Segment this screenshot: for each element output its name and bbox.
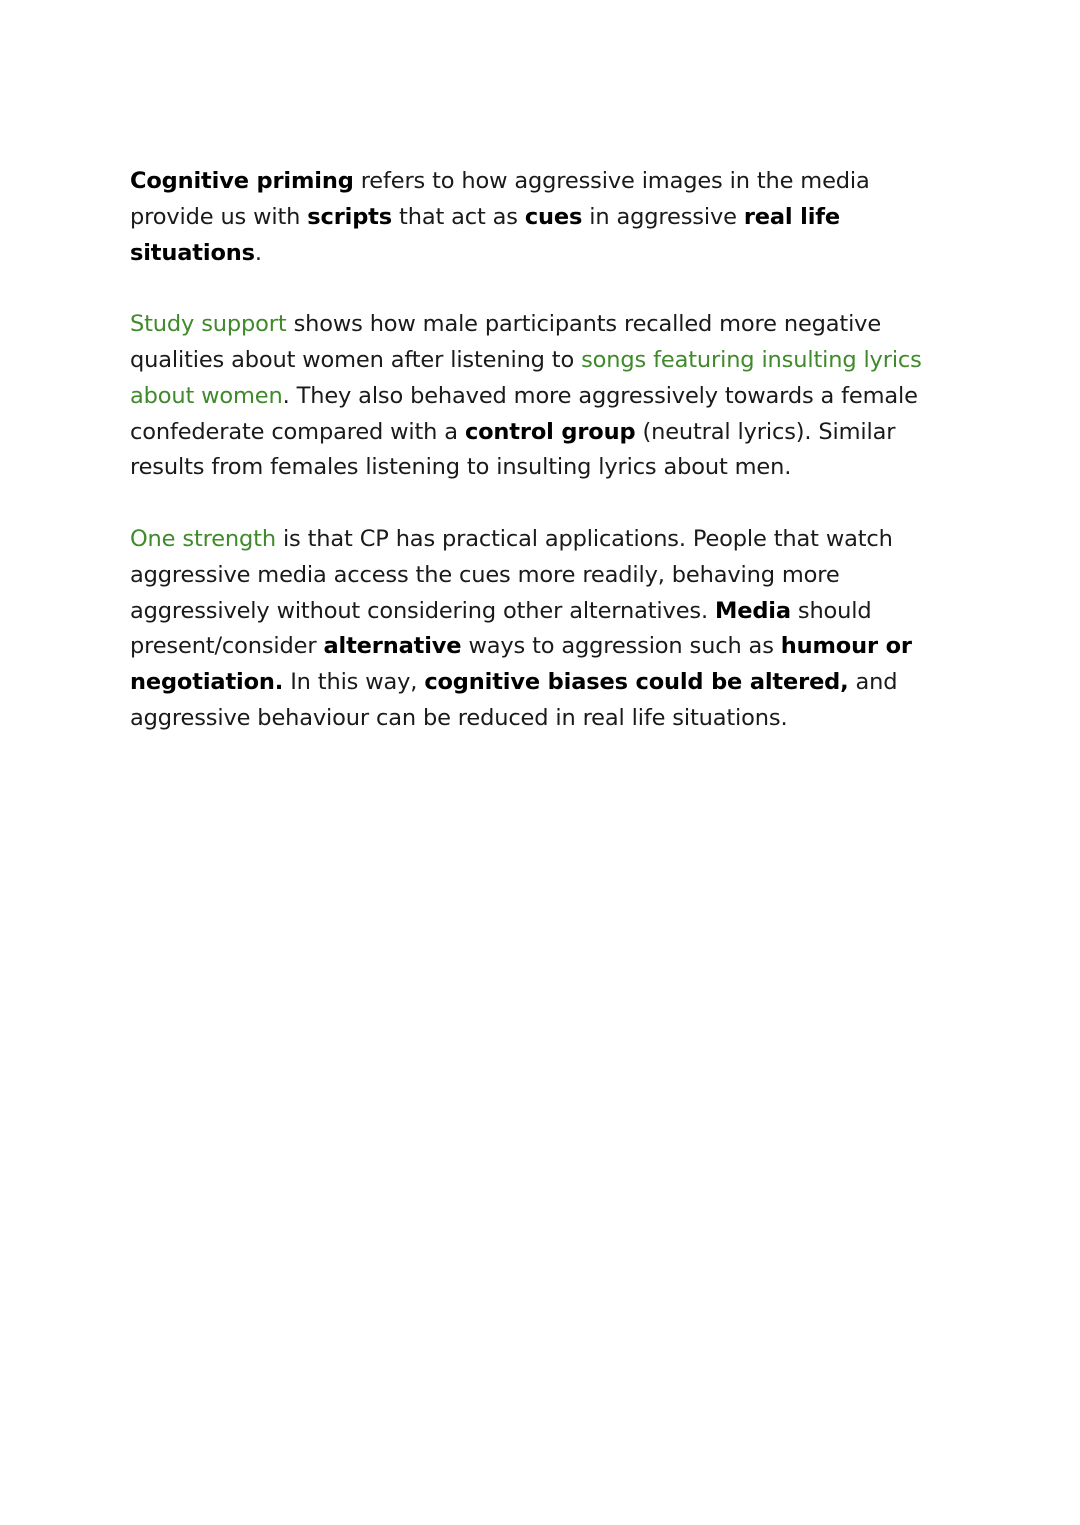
bold-term: cognitive biases could be altered,: [424, 669, 849, 696]
body-text: In this way,: [283, 669, 425, 696]
paragraph-one-strength: [130, 522, 960, 737]
body-text: and aggressive behaviour can be reduced in real life situations.: [130, 669, 898, 731]
body-text: is that CP has practical applications. People that watch aggressive media access the cues more readily, behaving more aggressively without considering other alternatives.: [130, 525, 893, 624]
green-highlight: Study support: [130, 311, 287, 338]
body-text: should present/consider: [130, 597, 872, 660]
bold-term: control group: [464, 418, 636, 445]
bold-term: Cognitive priming: [130, 168, 354, 194]
paragraph-study-support: [130, 307, 960, 486]
green-highlight: One strength: [130, 525, 276, 552]
body-text: .: [254, 239, 262, 266]
body-text: ways to aggression such as: [461, 633, 781, 660]
bold-term: real life situations: [130, 203, 841, 266]
body-text: in aggressive: [582, 203, 744, 230]
bold-term: alternative: [323, 633, 462, 660]
body-text: refers to how aggressive images in the media provide us with: [130, 168, 870, 230]
body-text: that act as: [392, 203, 525, 230]
bold-term: Media: [714, 597, 791, 624]
paragraph-cognitive-priming: [130, 164, 960, 271]
bold-term: cues: [524, 203, 583, 230]
bold-term: scripts: [307, 203, 393, 230]
body-text: . They also behaved more aggressively towards a female confederate compared with a: [130, 382, 918, 445]
bold-term: humour or negotiation.: [130, 633, 912, 696]
green-highlight: songs featuring insulting lyrics about women: [130, 346, 922, 409]
body-text: shows how male participants recalled more negative qualities about women after listening to: [130, 311, 882, 373]
document-body: [130, 164, 960, 773]
body-text: (neutral lyrics). Similar results from females listening to insulting lyrics about men.: [130, 418, 896, 481]
